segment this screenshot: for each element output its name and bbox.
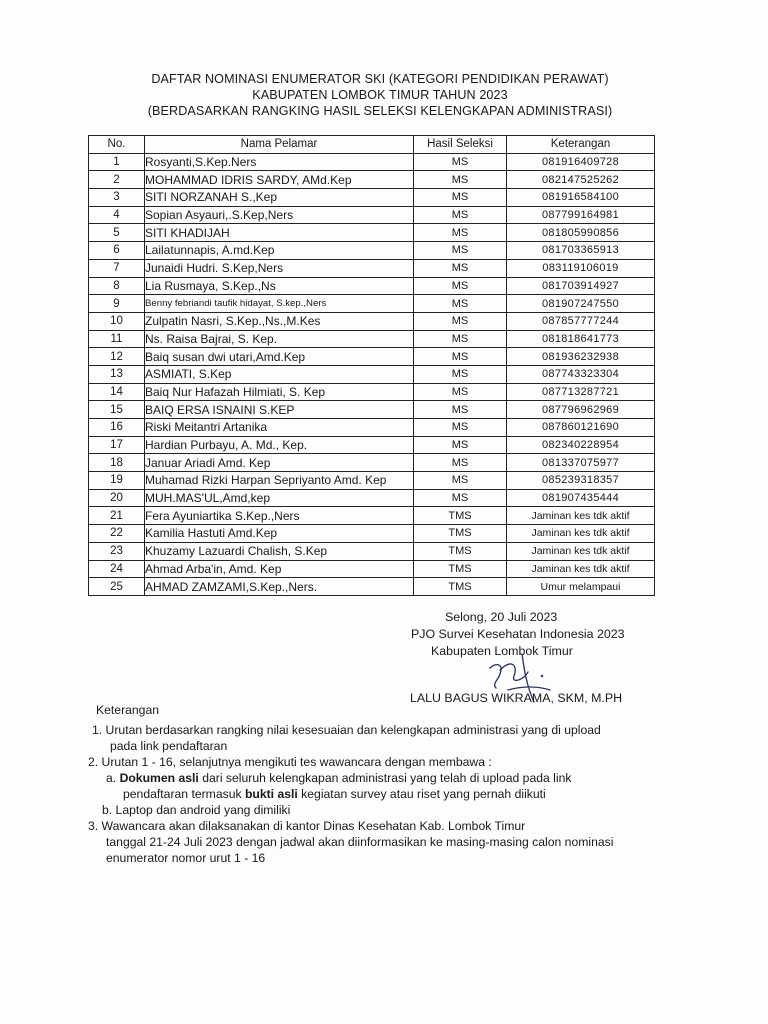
row-hasil: MS bbox=[414, 206, 507, 224]
note-2a-prefix: a. bbox=[106, 771, 117, 785]
table-row bbox=[89, 206, 655, 224]
note-3-line-1: 3. Wawancara akan dilaksanakan di kantor Dinas Kesehatan Kab. Lombok Timur bbox=[88, 819, 526, 833]
row-number: 14 bbox=[89, 383, 145, 401]
row-nama: Kamilia Hastuti Amd.Kep bbox=[145, 525, 414, 543]
table-row bbox=[89, 472, 655, 490]
row-nama: SITI KHADIJAH bbox=[145, 224, 414, 242]
row-number: 25 bbox=[89, 578, 145, 596]
row-keterangan: Jaminan kes tdk aktif bbox=[507, 525, 655, 543]
row-keterangan: 081818641773 bbox=[507, 330, 655, 348]
row-keterangan: 081703365913 bbox=[507, 242, 655, 260]
table-row bbox=[89, 383, 655, 401]
signature-place-date: Selong, 20 Juli 2023 bbox=[445, 610, 558, 624]
row-nama: Junaidi Hudri. S.Kep,Ners bbox=[145, 259, 414, 277]
row-number: 15 bbox=[89, 401, 145, 419]
nomination-table bbox=[88, 135, 655, 596]
signature-name: LALU BAGUS WIKRAMA, SKM, M.PH bbox=[410, 691, 623, 705]
row-keterangan: 087743323304 bbox=[507, 365, 655, 383]
row-number: 1 bbox=[89, 153, 145, 171]
note-2a-bold: Dokumen asli bbox=[119, 771, 199, 785]
row-keterangan: 087799164981 bbox=[507, 206, 655, 224]
note-1-line-2: pada link pendaftaran bbox=[110, 739, 228, 753]
row-number: 22 bbox=[89, 525, 145, 543]
table-row bbox=[89, 312, 655, 330]
header-hasil: Hasil Seleksi bbox=[414, 136, 507, 154]
row-number: 3 bbox=[89, 189, 145, 207]
row-nama: Baiq Nur Hafazah Hilmiati, S. Kep bbox=[145, 383, 414, 401]
row-number: 20 bbox=[89, 489, 145, 507]
note-3-line-2: tanggal 21-24 Juli 2023 dengan jadwal akan diinformasikan ke masing-masing calon nominasi bbox=[106, 835, 614, 849]
row-keterangan: 081916584100 bbox=[507, 189, 655, 207]
row-nama: Lia Rusmaya, S.Kep.,Ns bbox=[145, 277, 414, 295]
row-nama: Benny febriandi taufik hidayat, S.kep.,Ners bbox=[145, 295, 414, 313]
note-2a-line2-prefix: pendaftaran termasuk bbox=[123, 787, 242, 801]
table-row bbox=[89, 224, 655, 242]
row-keterangan: 081805990856 bbox=[507, 224, 655, 242]
table-row bbox=[89, 242, 655, 260]
row-number: 19 bbox=[89, 472, 145, 490]
row-keterangan: 085239318357 bbox=[507, 472, 655, 490]
row-hasil: MS bbox=[414, 312, 507, 330]
row-number: 6 bbox=[89, 242, 145, 260]
row-keterangan: Jaminan kes tdk aktif bbox=[507, 560, 655, 578]
row-number: 11 bbox=[89, 330, 145, 348]
row-nama: Januar Ariadi Amd. Kep bbox=[145, 454, 414, 472]
row-hasil: MS bbox=[414, 419, 507, 437]
table-row bbox=[89, 525, 655, 543]
table-row bbox=[89, 489, 655, 507]
table-row bbox=[89, 348, 655, 366]
table-row bbox=[89, 189, 655, 207]
row-hasil: MS bbox=[414, 401, 507, 419]
signature-region: Kabupaten Lombok Timur bbox=[431, 644, 573, 658]
table-header-row bbox=[89, 136, 655, 154]
row-hasil: MS bbox=[414, 189, 507, 207]
row-keterangan: 087857777244 bbox=[507, 312, 655, 330]
row-number: 12 bbox=[89, 348, 145, 366]
row-keterangan: 081907435444 bbox=[507, 489, 655, 507]
row-nama: Ahmad Arba'in, Amd. Kep bbox=[145, 560, 414, 578]
row-hasil: MS bbox=[414, 259, 507, 277]
row-hasil: MS bbox=[414, 277, 507, 295]
row-nama: Khuzamy Lazuardi Chalish, S.Kep bbox=[145, 542, 414, 560]
row-keterangan: 081916409728 bbox=[507, 153, 655, 171]
row-number: 9 bbox=[89, 295, 145, 313]
row-keterangan: 082340228954 bbox=[507, 436, 655, 454]
row-number: 7 bbox=[89, 259, 145, 277]
row-hasil: TMS bbox=[414, 542, 507, 560]
row-number: 16 bbox=[89, 419, 145, 437]
row-hasil: MS bbox=[414, 171, 507, 189]
row-keterangan: 087713287721 bbox=[507, 383, 655, 401]
row-keterangan: Jaminan kes tdk aktif bbox=[507, 542, 655, 560]
row-keterangan: 087860121690 bbox=[507, 419, 655, 437]
row-nama: Sopian Asyauri,.S.Kep,Ners bbox=[145, 206, 414, 224]
note-1-line-1: 1. Urutan berdasarkan rangking nilai kesesuaian dan kelengkapan administrasi yang di upload bbox=[92, 723, 601, 737]
row-hasil: MS bbox=[414, 330, 507, 348]
row-number: 18 bbox=[89, 454, 145, 472]
row-number: 21 bbox=[89, 507, 145, 525]
row-hasil: MS bbox=[414, 242, 507, 260]
row-nama: Fera Ayuniartika S.Kep.,Ners bbox=[145, 507, 414, 525]
row-nama: Ns. Raisa Bajrai, S. Kep. bbox=[145, 330, 414, 348]
row-hasil: MS bbox=[414, 224, 507, 242]
note-2: 2. Urutan 1 - 16, selanjutnya mengikuti tes wawancara dengan membawa : bbox=[88, 755, 492, 769]
table-row bbox=[89, 578, 655, 596]
table-row bbox=[89, 436, 655, 454]
row-nama: BAIQ ERSA ISNAINI S.KEP bbox=[145, 401, 414, 419]
row-nama: AHMAD ZAMZAMI,S.Kep.,Ners. bbox=[145, 578, 414, 596]
row-hasil: MS bbox=[414, 454, 507, 472]
table-row bbox=[89, 507, 655, 525]
row-keterangan: Umur melampaui bbox=[507, 578, 655, 596]
row-hasil: MS bbox=[414, 436, 507, 454]
row-hasil: TMS bbox=[414, 525, 507, 543]
row-number: 2 bbox=[89, 171, 145, 189]
row-keterangan: 081907247550 bbox=[507, 295, 655, 313]
row-hasil: TMS bbox=[414, 578, 507, 596]
note-2b: b. Laptop dan android yang dimiliki bbox=[102, 803, 291, 817]
signature-position: PJO Survei Kesehatan Indonesia 2023 bbox=[411, 627, 625, 641]
row-nama: Muhamad Rizki Harpan Sepriyanto Amd. Kep bbox=[145, 472, 414, 490]
table-row bbox=[89, 365, 655, 383]
row-hasil: TMS bbox=[414, 507, 507, 525]
table-row bbox=[89, 153, 655, 171]
table-row bbox=[89, 419, 655, 437]
row-nama: SITI NORZANAH S.,Kep bbox=[145, 189, 414, 207]
row-hasil: MS bbox=[414, 365, 507, 383]
row-nama: Riski Meitantri Artanika bbox=[145, 419, 414, 437]
notes-heading: Keterangan bbox=[96, 703, 160, 717]
row-nama: MOHAMMAD IDRIS SARDY, AMd.Kep bbox=[145, 171, 414, 189]
table-row bbox=[89, 259, 655, 277]
row-hasil: MS bbox=[414, 153, 507, 171]
table-row bbox=[89, 542, 655, 560]
title-line-1: DAFTAR NOMINASI ENUMERATOR SKI (KATEGORI PENDIDIKAN PERAWAT) bbox=[151, 72, 609, 86]
note-2a-rest: dari seluruh kelengkapan administrasi yang telah di upload pada link bbox=[202, 771, 572, 785]
row-number: 17 bbox=[89, 436, 145, 454]
header-nama: Nama Pelamar bbox=[145, 136, 414, 154]
row-number: 4 bbox=[89, 206, 145, 224]
row-number: 5 bbox=[89, 224, 145, 242]
row-nama: Lailatunnapis, A.md.Kep bbox=[145, 242, 414, 260]
row-number: 8 bbox=[89, 277, 145, 295]
row-hasil: MS bbox=[414, 295, 507, 313]
row-nama: Baiq susan dwi utari,Amd.Kep bbox=[145, 348, 414, 366]
row-hasil: MS bbox=[414, 383, 507, 401]
row-nama: ASMIATI, S.Kep bbox=[145, 365, 414, 383]
title-line-2: KABUPATEN LOMBOK TIMUR TAHUN 2023 bbox=[252, 88, 508, 102]
row-keterangan: 087796962969 bbox=[507, 401, 655, 419]
table-row bbox=[89, 295, 655, 313]
table-row bbox=[89, 330, 655, 348]
table-row bbox=[89, 401, 655, 419]
row-hasil: TMS bbox=[414, 560, 507, 578]
row-hasil: MS bbox=[414, 348, 507, 366]
row-keterangan: 081936232938 bbox=[507, 348, 655, 366]
note-2a-line2-bold: bukti asli bbox=[244, 787, 298, 801]
table-row bbox=[89, 277, 655, 295]
row-keterangan: 082147525262 bbox=[507, 171, 655, 189]
row-keterangan: 081703914927 bbox=[507, 277, 655, 295]
row-keterangan: Jaminan kes tdk aktif bbox=[507, 507, 655, 525]
header-keterangan: Keterangan bbox=[507, 136, 655, 154]
table-row bbox=[89, 171, 655, 189]
row-nama: MUH.MAS'UL,Amd,kep bbox=[145, 489, 414, 507]
header-no: No. bbox=[89, 136, 145, 154]
row-number: 13 bbox=[89, 365, 145, 383]
title-line-3: (BERDASARKAN RANGKING HASIL SELEKSI KELENGKAPAN ADMINISTRASI) bbox=[147, 104, 613, 118]
row-hasil: MS bbox=[414, 489, 507, 507]
row-nama: Hardian Purbayu, A. Md., Kep. bbox=[145, 436, 414, 454]
note-3-line-3: enumerator nomor urut 1 - 16 bbox=[106, 851, 266, 865]
note-2a-line-1 bbox=[106, 770, 571, 786]
note-2a-line2-rest: kegiatan survey atau riset yang pernah diikuti bbox=[301, 787, 546, 801]
note-2a-line-2 bbox=[123, 786, 546, 802]
row-nama: Rosyanti,S.Kep.Ners bbox=[145, 153, 414, 171]
table-row bbox=[89, 454, 655, 472]
row-keterangan: 081337075977 bbox=[507, 454, 655, 472]
row-nama: Zulpatin Nasri, S.Kep.,Ns.,M.Kes bbox=[145, 312, 414, 330]
row-number: 24 bbox=[89, 560, 145, 578]
row-number: 10 bbox=[89, 312, 145, 330]
table-row bbox=[89, 560, 655, 578]
row-keterangan: 083119106019 bbox=[507, 259, 655, 277]
document-title bbox=[100, 71, 660, 119]
row-hasil: MS bbox=[414, 472, 507, 490]
row-number: 23 bbox=[89, 542, 145, 560]
